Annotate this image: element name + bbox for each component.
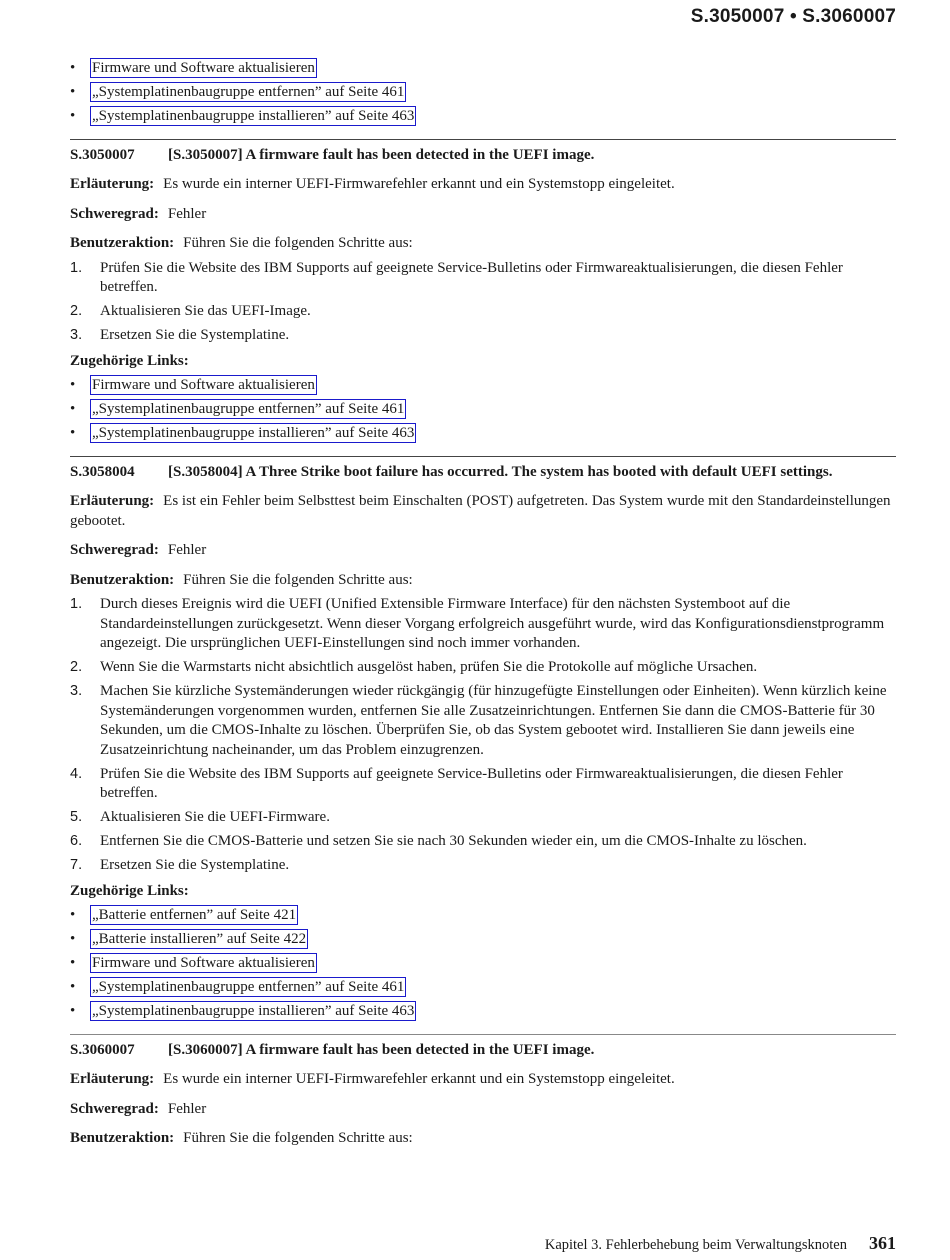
list-item [70, 375, 896, 399]
severity-label: Schweregrad: [70, 1100, 159, 1117]
steps-list [70, 595, 896, 876]
step-text: Machen Sie kürzliche Systemänderungen wieder rückgängig (für hinzugefügte Einstellungen oder Einheiten). Wenn kürzlich keine Systemänderungen vorgenommen wurden, entfernen Sie alle Zusatzeinrichtungen. Entfernen Sie dann die CMOS-Batterie für 30 Sekunden, um die CMOS-Inhalte zu löschen. Überprüfen Sie, ob das System gebootet wird. Installieren Sie dann jeweils eine Zusatzeinrichtung nacheinander, um das Problem einzugrenzen. [100, 683, 887, 758]
user-action-text: Führen Sie die folgenden Schritte aus: [183, 1130, 413, 1146]
step-number: 2. [70, 659, 83, 675]
list-item [70, 423, 896, 447]
link-remove-system-board[interactable]: „Systemplatinenbaugruppe entfernen” auf Seite 461 [92, 84, 405, 100]
bullet: • [70, 1003, 76, 1019]
entry-s3050007 [70, 146, 896, 447]
bullet: • [70, 401, 76, 417]
section-divider [70, 456, 896, 457]
entry-s3060007 [70, 1041, 896, 1149]
explanation-label: Erläuterung: [70, 493, 155, 509]
page-header: S.3050007 • S.3060007 [690, 6, 896, 27]
bullet: • [70, 931, 76, 947]
explanation-label: Erläuterung: [70, 1071, 155, 1087]
step-number: 5. [70, 809, 83, 825]
explanation-text: Es wurde ein interner UEFI-Firmwarefehler erkannt und ein Systemstopp eingeleitet. [163, 1071, 675, 1087]
bullet: • [70, 955, 76, 971]
step-text: Wenn Sie die Warmstarts nicht absichtlich ausgelöst haben, prüfen Sie die Protokolle auf mögliche Ursachen. [100, 659, 758, 675]
link-firmware-update[interactable]: Firmware und Software aktualisieren [92, 60, 315, 76]
section-divider [70, 1034, 896, 1035]
step-number: 3. [70, 327, 83, 343]
chapter-title: Kapitel 3. Fehlerbehebung beim Verwaltungsknoten [544, 1237, 847, 1253]
explanation [70, 1070, 896, 1090]
severity-label: Schweregrad: [70, 542, 159, 558]
list-item [70, 977, 896, 1001]
link-remove-battery[interactable]: „Batterie entfernen” auf Seite 421 [92, 907, 297, 923]
bullet: • [70, 907, 76, 923]
user-action-text: Führen Sie die folgenden Schritte aus: [183, 571, 413, 588]
step-item [70, 658, 896, 678]
list-item [70, 106, 896, 130]
step-number: 7. [70, 857, 83, 873]
step-number: 1. [70, 259, 83, 276]
list-item [70, 953, 896, 977]
step-number: 2. [70, 303, 83, 319]
step-text: Ersetzen Sie die Systemplatine. [100, 857, 290, 873]
step-item [70, 765, 896, 804]
step-item [70, 856, 896, 876]
list-item [70, 58, 896, 82]
severity-value: Fehler [167, 1100, 207, 1117]
step-number: 6. [70, 833, 83, 849]
step-text: Ersetzen Sie die Systemplatine. [100, 327, 290, 343]
link-firmware-update[interactable]: Firmware und Software aktualisieren [92, 955, 315, 971]
section-divider [70, 139, 896, 140]
severity-value: Fehler [167, 205, 207, 222]
step-text: Prüfen Sie die Website des IBM Supports auf geeignete Service-Bulletins oder Firmwareaktualisierungen, die diesen Fehler betreffen. [100, 259, 843, 295]
related-links [70, 905, 896, 1025]
list-item [70, 1001, 896, 1025]
user-action [70, 571, 896, 591]
page-number: 361 [869, 1233, 896, 1253]
user-action-text: Führen Sie die folgenden Schritte aus: [183, 235, 413, 251]
explanation-text: Es ist ein Fehler beim Selbsttest beim Einschalten (POST) aufgetreten. Das System wurde mit den Standardeinstellungen gebootet. [70, 493, 891, 529]
step-item [70, 595, 896, 654]
explanation-label: Erläuterung: [70, 176, 155, 192]
list-item [70, 905, 896, 929]
link-install-system-board[interactable]: „Systemplatinenbaugruppe installieren” auf Seite 463 [92, 425, 415, 441]
bullet: • [70, 979, 76, 995]
entry-message: [S.3050007] A firmware fault has been detected in the UEFI image. [168, 147, 595, 163]
step-item [70, 682, 896, 760]
entry-code: S.3050007 [70, 147, 135, 163]
related-links [70, 375, 896, 447]
list-item [70, 399, 896, 423]
step-text: Aktualisieren Sie das UEFI-Image. [100, 303, 311, 319]
severity [70, 205, 896, 225]
step-item [70, 259, 896, 298]
step-number: 1. [70, 596, 83, 612]
link-firmware-update[interactable]: Firmware und Software aktualisieren [92, 377, 315, 393]
step-text: Prüfen Sie die Website des IBM Supports auf geeignete Service-Bulletins oder Firmwareaktualisierungen, die diesen Fehler betreffen. [100, 765, 843, 801]
entry-heading [70, 1041, 896, 1060]
top-related-links [70, 58, 896, 130]
entry-s3058004 [70, 463, 896, 1025]
explanation-text: Es wurde ein interner UEFI-Firmwarefehler erkannt und ein Systemstopp eingeleitet. [163, 176, 675, 192]
list-item [70, 82, 896, 106]
list-item [70, 929, 896, 953]
step-item [70, 832, 896, 852]
step-text: Durch dieses Ereignis wird die UEFI (Unified Extensible Firmware Interface) für den nächsten Systemboot auf die Standardeinstellungen zurückgesetzt. Wenn dieser Vorgang erfolgreich ausgeführt wurde, wird das Konfigurationsdienstprogramm angezeigt. Die ursprünglichen UEFI-Einstellungen sind noch immer vorhanden. [100, 596, 885, 651]
link-remove-system-board[interactable]: „Systemplatinenbaugruppe entfernen” auf Seite 461 [92, 401, 405, 417]
steps-list [70, 259, 896, 346]
bullet: • [70, 60, 76, 76]
user-action [70, 1129, 896, 1149]
entry-message: [S.3060007] A firmware fault has been detected in the UEFI image. [168, 1042, 595, 1058]
step-item [70, 302, 896, 322]
severity-value: Fehler [167, 542, 207, 558]
entry-message: [S.3058004] A Three Strike boot failure has occurred. The system has booted with default UEFI settings. [168, 464, 833, 480]
link-remove-system-board[interactable]: „Systemplatinenbaugruppe entfernen” auf Seite 461 [92, 979, 405, 995]
bullet: • [70, 84, 76, 100]
bullet: • [70, 425, 76, 441]
entry-heading [70, 463, 896, 482]
entry-code: S.3058004 [70, 464, 135, 480]
severity [70, 541, 896, 561]
entry-heading [70, 146, 896, 165]
related-links-heading: Zugehörige Links: [70, 882, 189, 899]
bullet: • [70, 108, 76, 124]
explanation [70, 492, 896, 531]
step-item [70, 808, 896, 828]
bullet: • [70, 377, 76, 393]
user-action-label: Benutzeraktion: [70, 571, 175, 588]
page-content [70, 58, 896, 1149]
user-action [70, 234, 896, 254]
severity-label: Schweregrad: [70, 205, 159, 222]
user-action-label: Benutzeraktion: [70, 1130, 175, 1146]
explanation [70, 175, 896, 195]
step-item [70, 326, 896, 346]
step-number: 3. [70, 683, 83, 699]
step-text: Aktualisieren Sie die UEFI-Firmware. [100, 809, 330, 825]
link-install-system-board[interactable]: „Systemplatinenbaugruppe installieren” auf Seite 463 [92, 1003, 415, 1019]
step-text: Entfernen Sie die CMOS-Batterie und setzen Sie sie nach 30 Sekunden wieder ein, um die CMOS-Inhalte zu löschen. [100, 833, 807, 849]
entry-code: S.3060007 [70, 1042, 135, 1058]
severity [70, 1100, 896, 1120]
link-install-battery[interactable]: „Batterie installieren” auf Seite 422 [92, 931, 307, 947]
link-install-system-board[interactable]: „Systemplatinenbaugruppe installieren” auf Seite 463 [92, 108, 415, 124]
page-footer [545, 1233, 896, 1254]
step-number: 4. [70, 765, 83, 782]
user-action-label: Benutzeraktion: [70, 235, 175, 251]
related-links-heading: Zugehörige Links: [70, 352, 189, 369]
